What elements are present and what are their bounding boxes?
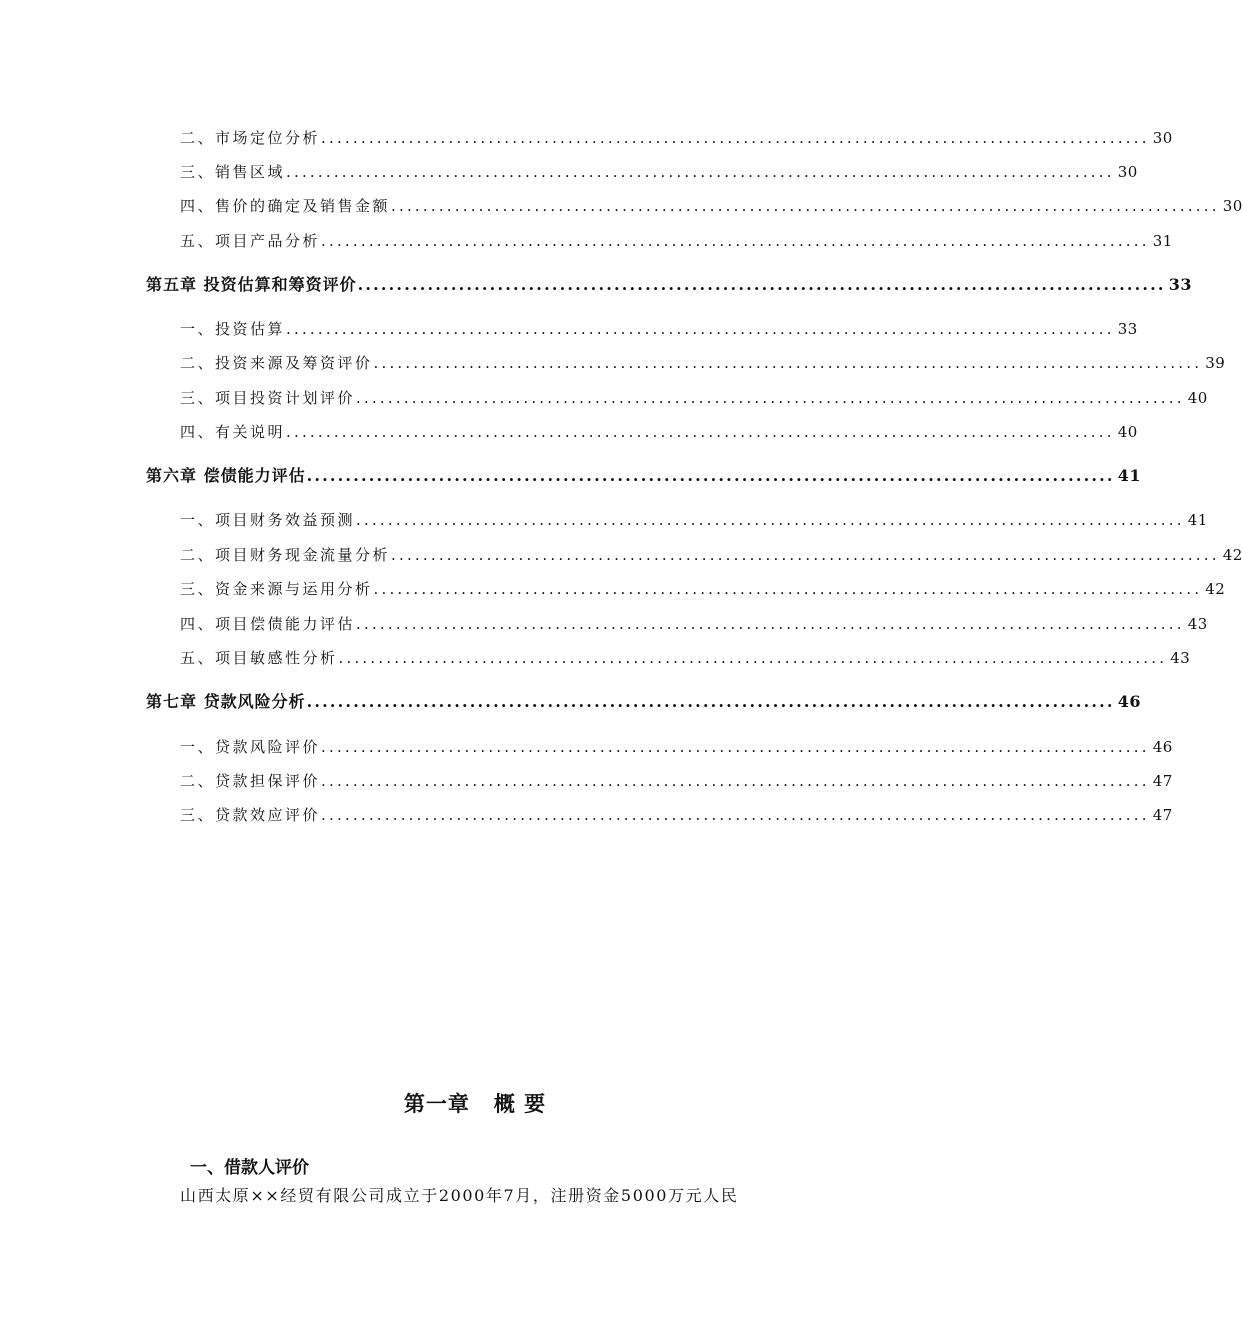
toc-entry[interactable] [180, 420, 1138, 444]
toc-entry-title: 第七章 贷款风险分析 [146, 692, 306, 711]
toc-leader-dots: ........................................................................................................ [321, 232, 1150, 250]
toc-page-number: 33 [1168, 275, 1192, 294]
toc-leader-dots: ........................................................................................................ [357, 275, 1166, 294]
toc-entry-title: 三、项目投资计划评价 [180, 389, 356, 407]
toc-leader-dots: ........................................................................................................ [356, 511, 1185, 529]
toc-entry[interactable] [180, 160, 1138, 184]
toc-leader-dots: ........................................................................................................ [356, 615, 1185, 633]
body-paragraph: 山西太原××经贸有限公司成立于2000年7月，注册资金5000万元人民 [180, 1186, 739, 1205]
toc-leader-dots: ........................................................................................................ [321, 772, 1150, 790]
toc-chapter-entry[interactable] [146, 690, 1141, 714]
toc-leader-dots: ........................................................................................................ [286, 320, 1115, 338]
toc-page-number: 41 [1187, 511, 1208, 529]
toc-page-number: 30 [1222, 197, 1243, 215]
toc-page-number: 42 [1222, 546, 1243, 564]
toc-leader-dots: ........................................................................................................ [306, 692, 1115, 711]
toc-leader-dots: ........................................................................................................ [373, 580, 1203, 598]
toc-entry[interactable] [180, 803, 1173, 827]
toc-leader-dots: ........................................................................................................ [338, 649, 1168, 667]
toc-entry[interactable] [180, 317, 1138, 341]
toc-entry-title: 二、投资来源及筹资评价 [180, 354, 373, 372]
chapter-title: 概 要 [493, 1092, 547, 1116]
toc-entry-title: 一、贷款风险评价 [180, 738, 321, 756]
toc-entry-title: 第五章 投资估算和筹资评价 [146, 275, 357, 294]
toc-entry[interactable] [180, 194, 1243, 218]
toc-page-number: 42 [1205, 580, 1226, 598]
toc-entry[interactable] [180, 229, 1173, 253]
toc-leader-dots: ........................................................................................................ [356, 389, 1185, 407]
toc-page-number: 46 [1152, 738, 1173, 756]
toc-entry[interactable] [180, 508, 1208, 532]
toc-entry-title: 二、市场定位分析 [180, 129, 321, 147]
toc-page-number: 43 [1187, 615, 1208, 633]
toc-entry[interactable] [180, 386, 1208, 410]
toc-entry[interactable] [180, 577, 1226, 601]
toc-page-number: 39 [1205, 354, 1226, 372]
toc-leader-dots: ........................................................................................................ [391, 546, 1220, 564]
toc-leader-dots: ........................................................................................................ [321, 129, 1150, 147]
toc-chapter-entry[interactable] [146, 273, 1192, 297]
toc-entry-title: 第六章 偿债能力评估 [146, 466, 306, 485]
toc-chapter-entry[interactable] [146, 464, 1141, 488]
toc-leader-dots: ........................................................................................................ [306, 466, 1115, 485]
toc-entry[interactable] [180, 351, 1226, 375]
toc-page-number: 31 [1152, 232, 1173, 250]
toc-page-number: 41 [1117, 466, 1141, 485]
toc-entry-title: 三、资金来源与运用分析 [180, 580, 373, 598]
toc-entry-title: 二、贷款担保评价 [180, 772, 321, 790]
toc-entry[interactable] [180, 543, 1243, 567]
toc-leader-dots: ........................................................................................................ [321, 738, 1150, 756]
toc-entry-title: 一、项目财务效益预测 [180, 511, 356, 529]
toc-leader-dots: ........................................................................................................ [286, 423, 1115, 441]
toc-entry[interactable] [180, 126, 1173, 150]
toc-entry-title: 四、售价的确定及销售金额 [180, 197, 391, 215]
toc-leader-dots: ........................................................................................................ [321, 806, 1150, 824]
toc-entry-title: 一、投资估算 [180, 320, 286, 338]
toc-entry-title: 五、项目产品分析 [180, 232, 321, 250]
toc-entry[interactable] [180, 612, 1208, 636]
toc-entry[interactable] [180, 646, 1191, 670]
toc-page-number: 30 [1152, 129, 1173, 147]
toc-entry-title: 三、贷款效应评价 [180, 806, 321, 824]
toc-page-number: 40 [1187, 389, 1208, 407]
toc-entry-title: 四、项目偿债能力评估 [180, 615, 356, 633]
toc-page-number: 40 [1117, 423, 1138, 441]
toc-page-number: 47 [1152, 772, 1173, 790]
toc-entry-title: 四、有关说明 [180, 423, 286, 441]
toc-entry-title: 二、项目财务现金流量分析 [180, 546, 391, 564]
chapter-heading [0, 1088, 950, 1118]
toc-page-number: 47 [1152, 806, 1173, 824]
section-heading: 一、借款人评价 [190, 1158, 309, 1178]
toc-page-number: 33 [1117, 320, 1138, 338]
toc-page-number: 30 [1117, 163, 1138, 181]
toc-entry[interactable] [180, 769, 1173, 793]
toc-leader-dots: ........................................................................................................ [391, 197, 1220, 215]
toc-page-number: 46 [1117, 692, 1141, 711]
toc-leader-dots: ........................................................................................................ [373, 354, 1203, 372]
toc-entry-title: 三、销售区域 [180, 163, 286, 181]
toc-page-number: 43 [1170, 649, 1191, 667]
toc-entry-title: 五、项目敏感性分析 [180, 649, 338, 667]
chapter-number: 第一章 [403, 1092, 470, 1116]
toc-entry[interactable] [180, 735, 1173, 759]
toc-leader-dots: ........................................................................................................ [286, 163, 1115, 181]
